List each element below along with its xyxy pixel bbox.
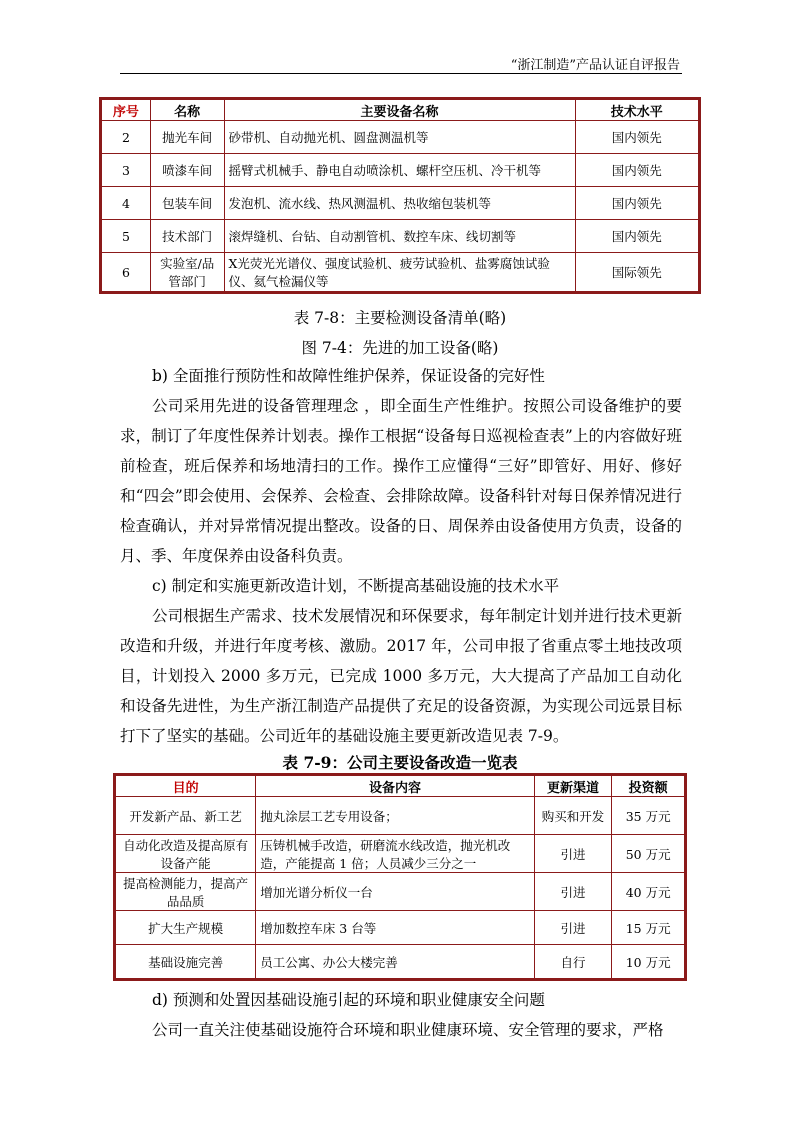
col-header-equipment: 主要设备名称 — [224, 99, 575, 121]
header-divider — [120, 73, 682, 74]
col-header-investment: 投资额 — [612, 775, 686, 797]
cell-index: 2 — [101, 121, 151, 154]
cell-tech-level: 国内领先 — [575, 187, 699, 220]
cell-channel: 自行 — [534, 945, 612, 980]
cell-name: 实验室/品管部门 — [150, 253, 224, 293]
table-header-row — [115, 775, 686, 797]
section-d-body: 公司一直关注使基础设施符合环境和职业健康环境、安全管理的要求，严格 — [152, 1021, 664, 1039]
cell-investment: 10 万元 — [612, 945, 686, 980]
cell-channel: 引进 — [534, 911, 612, 945]
table-row — [115, 873, 686, 911]
cell-equipment: 摇臂式机械手、静电自动喷涂机、螺杆空压机、冷干机等 — [224, 154, 575, 187]
cell-equipment: 滚焊缝机、台钻、自动割管机、数控车床、线切割等 — [224, 220, 575, 253]
table-row — [101, 253, 700, 293]
table-row — [115, 797, 686, 835]
cell-investment: 35 万元 — [612, 797, 686, 835]
cell-tech-level: 国内领先 — [575, 121, 699, 154]
table-row — [115, 911, 686, 945]
table-row — [101, 154, 700, 187]
table-row — [101, 121, 700, 154]
col-header-index: 序号 — [101, 99, 151, 121]
col-header-purpose: 目的 — [115, 775, 256, 797]
cell-channel: 引进 — [534, 835, 612, 873]
col-header-tech-level: 技术水平 — [575, 99, 699, 121]
cell-tech-level: 国际领先 — [575, 253, 699, 293]
cell-name: 喷漆车间 — [150, 154, 224, 187]
cell-equipment: 发泡机、流水线、热风测温机、热收缩包装机等 — [224, 187, 575, 220]
cell-content: 增加数控车床 3 台等 — [256, 911, 534, 945]
cell-tech-level: 国内领先 — [575, 154, 699, 187]
table-row — [101, 220, 700, 253]
cell-tech-level: 国内领先 — [575, 220, 699, 253]
cell-purpose: 基础设施完善 — [115, 945, 256, 980]
cell-name: 技术部门 — [150, 220, 224, 253]
cell-investment: 40 万元 — [612, 873, 686, 911]
page-header-title: “浙江制造”产品认证自评报告 — [510, 58, 680, 73]
cell-content: 压铸机械手改造，研磨流水线改造，抛光机改造，产能提高 1 倍；人员减少三分之一 — [256, 835, 534, 873]
equipment-upgrade-table — [113, 773, 687, 981]
figure-7-4-caption: 图 7-4：先进的加工设备(略) — [301, 339, 499, 357]
cell-purpose: 自动化改造及提高原有设备产能 — [115, 835, 256, 873]
cell-purpose: 扩大生产规模 — [115, 911, 256, 945]
table-header-row — [101, 99, 700, 121]
cell-index: 3 — [101, 154, 151, 187]
equipment-table — [99, 97, 701, 294]
cell-channel: 购买和开发 — [534, 797, 612, 835]
table-row — [101, 187, 700, 220]
cell-content: 增加光谱分析仪一台 — [256, 873, 534, 911]
section-c-title: c) 制定和实施更新改造计划，不断提高基础设施的技术水平 — [152, 577, 560, 595]
cell-investment: 15 万元 — [612, 911, 686, 945]
cell-name: 包装车间 — [150, 187, 224, 220]
cell-content: 抛丸涂层工艺专用设备； — [256, 797, 534, 835]
cell-content: 员工公寓、办公大楼完善 — [256, 945, 534, 980]
cell-index: 5 — [101, 220, 151, 253]
cell-index: 6 — [101, 253, 151, 293]
cell-investment: 50 万元 — [612, 835, 686, 873]
cell-name: 抛光车间 — [150, 121, 224, 154]
section-b-title: b) 全面推行预防性和故障性维护保养，保证设备的完好性 — [152, 367, 545, 385]
cell-equipment: 砂带机、自动抛光机、圆盘测温机等 — [224, 121, 575, 154]
cell-purpose: 提高检测能力，提高产品品质 — [115, 873, 256, 911]
col-header-content: 设备内容 — [256, 775, 534, 797]
cell-index: 4 — [101, 187, 151, 220]
table-7-9-caption: 表 7-9：公司主要设备改造一览表 — [282, 753, 518, 772]
section-c-body: 公司根据生产需求、技术发展情况和环保要求，每年制定计划并进行技术更新改造和升级，并进行年度考核、激励。2017 年，公司申报了省重点零土地技改项目，计划投入 2000 多万元，已完成 1000 多万元，大大提高了产品加工自动化和设备先进性，为生产浙江制造产品提供了充足的设备资源，为实现公司远景目标打下了坚实的基础。公司近年的基础设施主要更新改造见表 7-9。 — [120, 607, 682, 745]
table-row — [115, 945, 686, 980]
table-row — [115, 835, 686, 873]
section-b-body: 公司采用先进的设备管理理念 ，即全面生产性维护。按照公司设备维护的要求，制订了年度性保养计划表。操作工根据“设备每日巡视检查表”上的内容做好班前检查，班后保养和场地清扫的工作。操作工应懂得“三好”即管好、用好、修好和“四会”即会使用、会保养、会检查、会排除故障。设备科针对每日保养情况进行检查确认，并对异常情况提出整改。设备的日、周保养由设备使用方负责，设备的月、季、年度保养由设备科负责。 — [120, 397, 682, 565]
cell-channel: 引进 — [534, 873, 612, 911]
cell-purpose: 开发新产品、新工艺 — [115, 797, 256, 835]
section-d-title: d) 预测和处置因基础设施引起的环境和职业健康安全问题 — [152, 991, 545, 1009]
col-header-name: 名称 — [150, 99, 224, 121]
cell-equipment: X光荧光光谱仪、强度试验机、疲劳试验机、盐雾腐蚀试验仪、氦气检漏仪等 — [224, 253, 575, 293]
col-header-channel: 更新渠道 — [534, 775, 612, 797]
table-7-8-caption: 表 7-8：主要检测设备清单(略) — [293, 309, 507, 327]
